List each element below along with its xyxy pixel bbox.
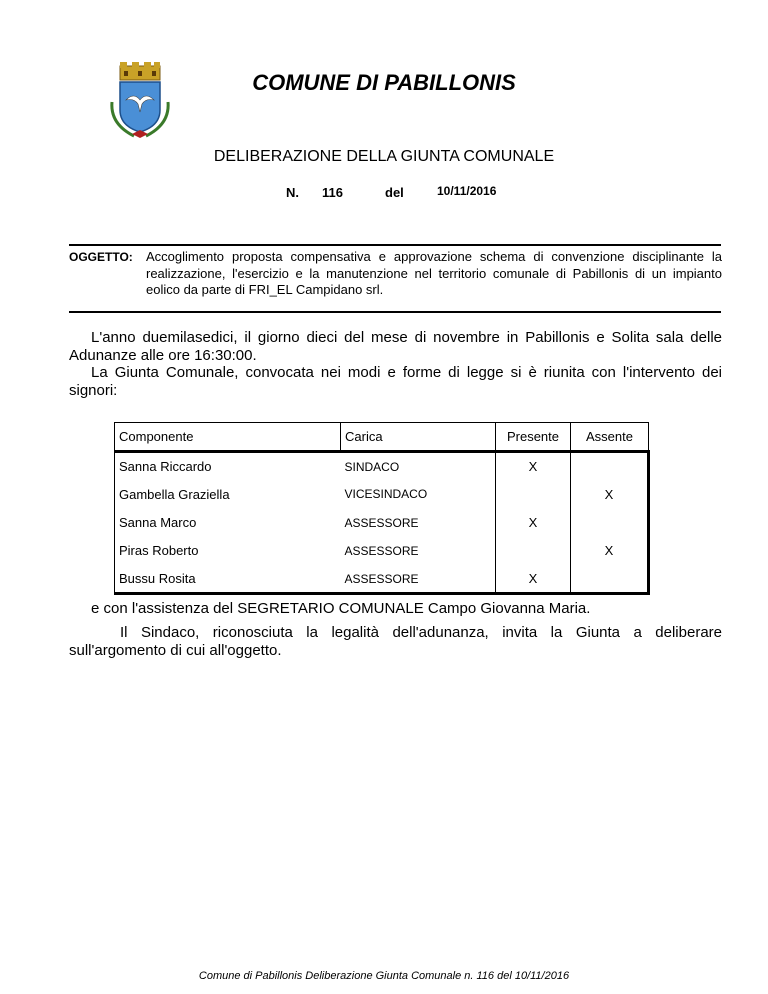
sindaco-text: Il Sindaco, riconosciuta la legalità dell'adunanza, invita la Giunta a deliberare sull'argomento di cui all'oggetto. <box>69 624 722 659</box>
table-row <box>115 537 649 565</box>
member-present: X <box>496 452 571 480</box>
table-row <box>115 508 649 536</box>
header-componente: Componente <box>115 423 341 452</box>
header-carica: Carica <box>341 423 496 452</box>
header-presente: Presente <box>496 423 571 452</box>
member-name: Bussu Rosita <box>115 565 341 593</box>
assistance-line: e con l'assistenza del SEGRETARIO COMUNALE Campo Giovanna Maria. <box>91 600 591 617</box>
sindaco-paragraph <box>69 624 722 659</box>
header-assente: Assente <box>571 423 649 452</box>
page-footer: Comune di Pabillonis Deliberazione Giunta Comunale n. 116 del 10/11/2016 <box>198 970 570 982</box>
member-role: ASSESSORE <box>341 565 496 593</box>
subject-text: Accoglimento proposta compensativa e approvazione schema di convenzione disciplinante la realizzazione, l'esercizio e la manutenzione nel territorio comunale di Pabillonis di un impianto eolico da parte di FRI_EL Campidano srl. <box>146 249 722 297</box>
municipality-title: COMUNE DI PABILLONIS <box>252 70 516 95</box>
member-absent <box>571 565 649 593</box>
deliberation-number: 116 <box>322 185 343 200</box>
member-absent: X <box>571 480 649 508</box>
divider-top <box>69 244 721 246</box>
attendance-table <box>114 422 648 595</box>
table-header-row <box>115 423 649 452</box>
intro-giunta-paragraph: La Giunta Comunale, convocata nei modi e forme di legge si è riunita con l'intervento dei signori: <box>69 364 722 399</box>
member-role: ASSESSORE <box>344 543 419 558</box>
subject-label: OGGETTO: <box>69 250 133 264</box>
member-present <box>496 480 571 508</box>
deliberation-heading: DELIBERAZIONE DELLA GIUNTA COMUNALE <box>213 148 555 165</box>
member-absent <box>571 452 649 480</box>
member-name: Sanna Riccardo <box>115 452 341 480</box>
member-role: ASSESSORE <box>344 515 419 530</box>
intro-paragraphs <box>69 329 722 399</box>
member-present <box>496 537 571 565</box>
number-label: N. <box>286 185 299 200</box>
table-row <box>115 452 649 480</box>
member-name: Gambella Graziella <box>115 480 341 508</box>
member-name: Sanna Marco <box>115 508 341 536</box>
date-label: del <box>385 185 404 200</box>
deliberation-date: 10/11/2016 <box>437 184 497 198</box>
member-role: VICESINDACO <box>344 487 428 502</box>
member-absent: X <box>571 537 649 565</box>
member-name: Piras Roberto <box>115 537 341 565</box>
coat-of-arms-icon <box>104 62 176 140</box>
member-role: SINDACO <box>344 459 400 474</box>
intro-date-paragraph: L'anno duemilasedici, il giorno dieci del mese di novembre in Pabillonis e Solita sala delle Adunanze alle ore 16:30:00. <box>69 329 722 364</box>
member-present: X <box>496 565 571 593</box>
member-absent <box>571 508 649 536</box>
table-row <box>115 565 649 593</box>
divider-bottom <box>69 311 721 313</box>
member-present: X <box>496 508 571 536</box>
table-row <box>115 480 649 508</box>
